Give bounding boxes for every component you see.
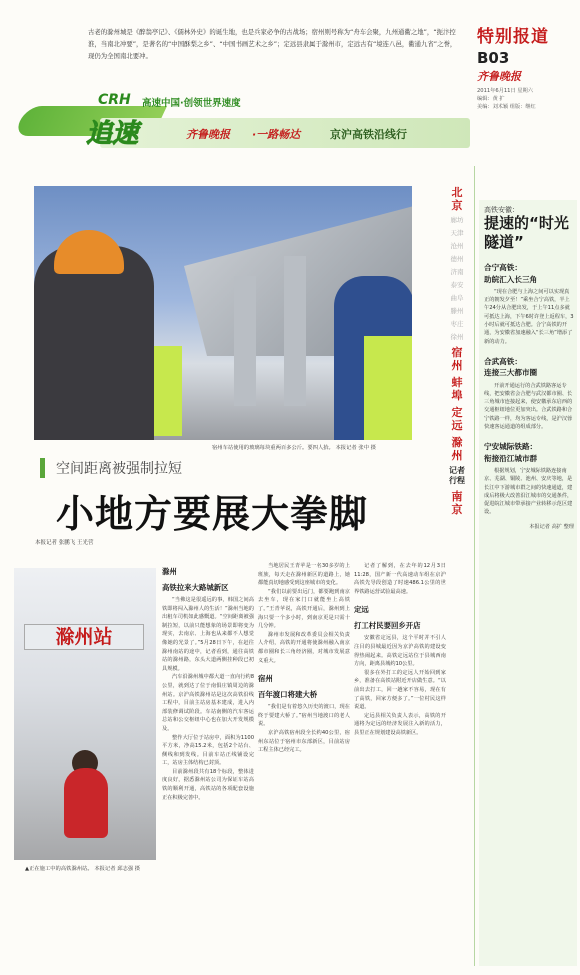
crh-logo: CRH <box>98 92 131 108</box>
column-banner <box>0 88 470 158</box>
route-stop: 天津 <box>450 229 464 237</box>
sidebar-section-sub: 连接三大都市圈 <box>484 368 538 378</box>
station-sign: 滁州站 <box>24 624 144 650</box>
paragraph: 记者了解到，在去年的12月3日11:28，国产新一代高速动车组在京沪高铁先导段创造了时速486.1公里的世界铁路运营试验最高速。 <box>354 563 446 595</box>
banner-slogan: 高速中国·创领世界速度 <box>142 98 241 109</box>
paragraph: “我们以前要出远门，都要跑到南京去坐车，现在家门口就能坐上高铁了。”王青苹说，高铁开通后，滁州到上海只要一个多小时，到南京更是只需十几分钟。 <box>258 588 350 630</box>
sidebar-title: 提速的“时光隧道” <box>484 214 569 252</box>
section-place: 定远 <box>354 605 369 615</box>
route-stop-highlight: 定远 <box>451 406 463 432</box>
station-pillar <box>234 276 256 406</box>
banner-tagline: ·一路畅达 <box>252 128 301 141</box>
route-stop-highlight: 蚌埠 <box>451 376 463 402</box>
paragraph: 当地居民王青苹是一名30多岁的上班族，每天走在滁州新区的道路上，她都能真切地感受到这座城市的变化。 <box>258 563 350 587</box>
station-pillar <box>284 256 306 406</box>
route-stop: 徐州 <box>450 333 464 341</box>
sidebar-section-head: 合武高铁： <box>484 356 522 366</box>
paragraph: 目前滁州段共有18个标段，整体进度良好，据悉滁州站公司为保证车站高铁的顺利开通，高铁站的各项配套设施正在积极完善中。 <box>162 768 254 801</box>
paragraph: 定远县相关负责人表示，高铁的开通将为定远的经济发展注入新的活力，县里正在规划建设高铁新区。 <box>354 712 446 736</box>
section-heading: 高铁拉来大路城新区 <box>162 583 229 592</box>
sidebar-section-head: 合宁高铁： <box>484 263 522 273</box>
route-stop: 沧州 <box>450 242 464 250</box>
article-column-3 <box>354 562 446 962</box>
route-stop: 滕州 <box>450 307 464 315</box>
intro-paragraph: 古老的滁州城是《醉翁亭记》、《儒林外史》的诞生地，也是兵家必争的古战场；宿州则号称为“舟车会聚，九州通衢之地”，“扼汴控淮，当南北冲要”，是著名的“中国酥梨之乡”、“中国书画艺术之乡”；定远县隶属于滁州市，定远古有“境连八邑，衢通九省”之誉，现仍为全国南北要冲。 <box>88 28 457 60</box>
sidebar-paragraph: 根据规划，宁安城际铁路连接南京、芜湖、铜陵、池州、安庆等地，是长江中下游城市群之间的快速通道，建成后将极大改善沿江城市的交通条件，促进皖江城市带承接产业转移示范区建设。 <box>484 467 573 516</box>
page-meta <box>477 87 577 111</box>
banner-line-title: 京沪高铁沿线行 <box>330 128 407 141</box>
paragraph: 安徽省定远县，这个平时并不引人注目的县城最近因为京沪高铁的建设变得热闹起来。高铁定远站位于县城西南方向，距离县城约10公里。 <box>354 635 446 668</box>
article-kicker: 空间距离被强制拉短 <box>56 461 182 477</box>
route-start: 北京 <box>451 186 463 212</box>
section-heading: 打工村民要回乡开店 <box>354 621 421 631</box>
article-column-1 <box>162 562 254 962</box>
sidebar-section-head: 宁安城际铁路： <box>484 442 538 452</box>
main-photo-caption: 宿州车站使用的玻璃每块重两百多公斤。要四人抬。 本报记者 张中 摄 <box>212 445 376 451</box>
route-stop-highlight: 滁州 <box>451 436 463 462</box>
page-number: B03 <box>477 49 510 67</box>
sidebar-paragraph: 开前开通运行的合武铁路客运专线，把安徽省会合肥与武汉都市圈、长三角城市连接起来，使安徽承东启西的交通枢纽地位更加突出。合武铁路和合宁铁路一样，均为客运专线，是沪汉蓉快速客运通道的组成部分。 <box>484 382 573 431</box>
worker-figure <box>34 246 154 440</box>
route-end: 南京 <box>451 490 463 516</box>
route-stop: 曲阜 <box>450 294 464 302</box>
page-header <box>477 22 577 111</box>
route-stop: 廊坊 <box>450 216 464 224</box>
special-report-label: 特别报道 <box>477 27 549 47</box>
route-stop: 枣庄 <box>450 320 464 328</box>
main-photo-station-workers <box>34 186 412 440</box>
paragraph: 汽车沿滁州城中都大道一直向行约8公里，就到达了位于南俱庄镇周边的滁州站。京沪高铁滁州站是这次高铁沿线工程中，目前主站房基本建成，进入内部装修调试阶段。车站南侧的汽车客运总站和公交枢纽中心也在加大开发规模及。 <box>162 674 254 732</box>
editor-line: 编辑：黄 扩 <box>477 96 505 102</box>
article-column-2 <box>258 562 350 962</box>
section-heading: 百年渡口将建大桥 <box>258 690 318 700</box>
section-place: 宿州 <box>258 674 273 684</box>
sidebar-section-sub: 助皖汇入长三角 <box>484 274 538 284</box>
design-line: 美编：刘术颖 组版：继红 <box>477 104 536 110</box>
sidebar-article <box>484 206 574 961</box>
safety-vest <box>364 336 412 440</box>
zhui-su-title: 追速 <box>86 119 139 149</box>
article-byline: 本报记者 张鹏飞 王光营 <box>35 540 94 546</box>
paragraph: 京沪高铁宿州段全长约40公里，宿州东站位于宿州市东部新区，目前站房工程主体已经完工。 <box>258 729 350 754</box>
route-stop: 泰安 <box>450 281 464 289</box>
route-stop-highlight: 宿州 <box>451 346 463 372</box>
route-note: 记者行程 <box>449 466 465 485</box>
hard-hat <box>54 230 124 274</box>
route-stop: 济南 <box>450 268 464 276</box>
chuzhou-station-photo <box>14 568 156 860</box>
banner-paper-logo: 齐鲁晚报 <box>186 128 230 141</box>
paragraph: 滁州市发展和改革委员会相关负责人介绍，高铁的开通将使滁州融入南京都市圈和长三角经济圈，对城市发展意义重大。 <box>258 631 350 664</box>
section-place: 滁州 <box>162 567 177 576</box>
worker-figure <box>152 346 182 436</box>
paragraph: 很多在外打工的定远人开始回到家乡，准备在高铁站附近开店做生意。“以前出去打工，回一趟家不容易，现在有了高铁，回家方便多了。”一位村民这样说道。 <box>354 669 446 711</box>
chuzhou-photo-caption: ▲正在施工中的高铁滁州站。 本报记者 邱志强 摄 <box>25 866 141 872</box>
worker-figure <box>64 768 108 838</box>
paragraph: “我们是有着悠久历史的渡口，现在终于要建大桥了。”宿州当地渡口的老人说。 <box>258 704 350 728</box>
sidebar-section-sub: 衔接沿江城市群 <box>484 453 538 463</box>
paragraph: “当佛这是很遥远的事，韩国之间高铁即将闯入滁州人的生活！”滁州当地的出租车司机如此感慨道。“空间距离被强制拉短，以前只能想象的场景即将变为现实，去南京、上海也从来都不人想觉像她的光景了。”5月28日下午，在赶往滁州南站的途中，记者看到，通往高铁站的滁州路，东头大道两侧挂种段已初具规模。 <box>162 597 254 672</box>
date-line: 2011年6月11日 星期六 <box>477 88 533 94</box>
article-headline: 小地方要展大拳脚 <box>56 492 369 536</box>
route-stop: 德州 <box>450 255 464 263</box>
paragraph: 整作大厅位于站房中，面积为1100平方米，净高15.2米，包括2个站台、侧线和到发线。目前车站正线铺设完工，站房主体结构已封顶。 <box>162 734 254 767</box>
sidebar-byline: 本报记者 高扩 整理 <box>529 523 574 530</box>
route-map <box>448 186 466 520</box>
sidebar-title-small: 高铁安徽： <box>484 206 519 214</box>
route-line <box>474 166 475 966</box>
paper-logo-small: 齐鲁晚报 <box>477 70 521 83</box>
kicker-accent-bar <box>40 458 45 478</box>
sidebar-paragraph: “现在合肥与上海之间可以实现真正的朝发夕至！”乘坐合宁高铁，半上午24分从合肥出发，于上午11点多就可抵达上海，下午6时许登上返程车，3小时后就可抵达合肥。合宁高铁的开通，为安徽省加速融入“长三角”增添了新的动力。 <box>484 288 574 345</box>
